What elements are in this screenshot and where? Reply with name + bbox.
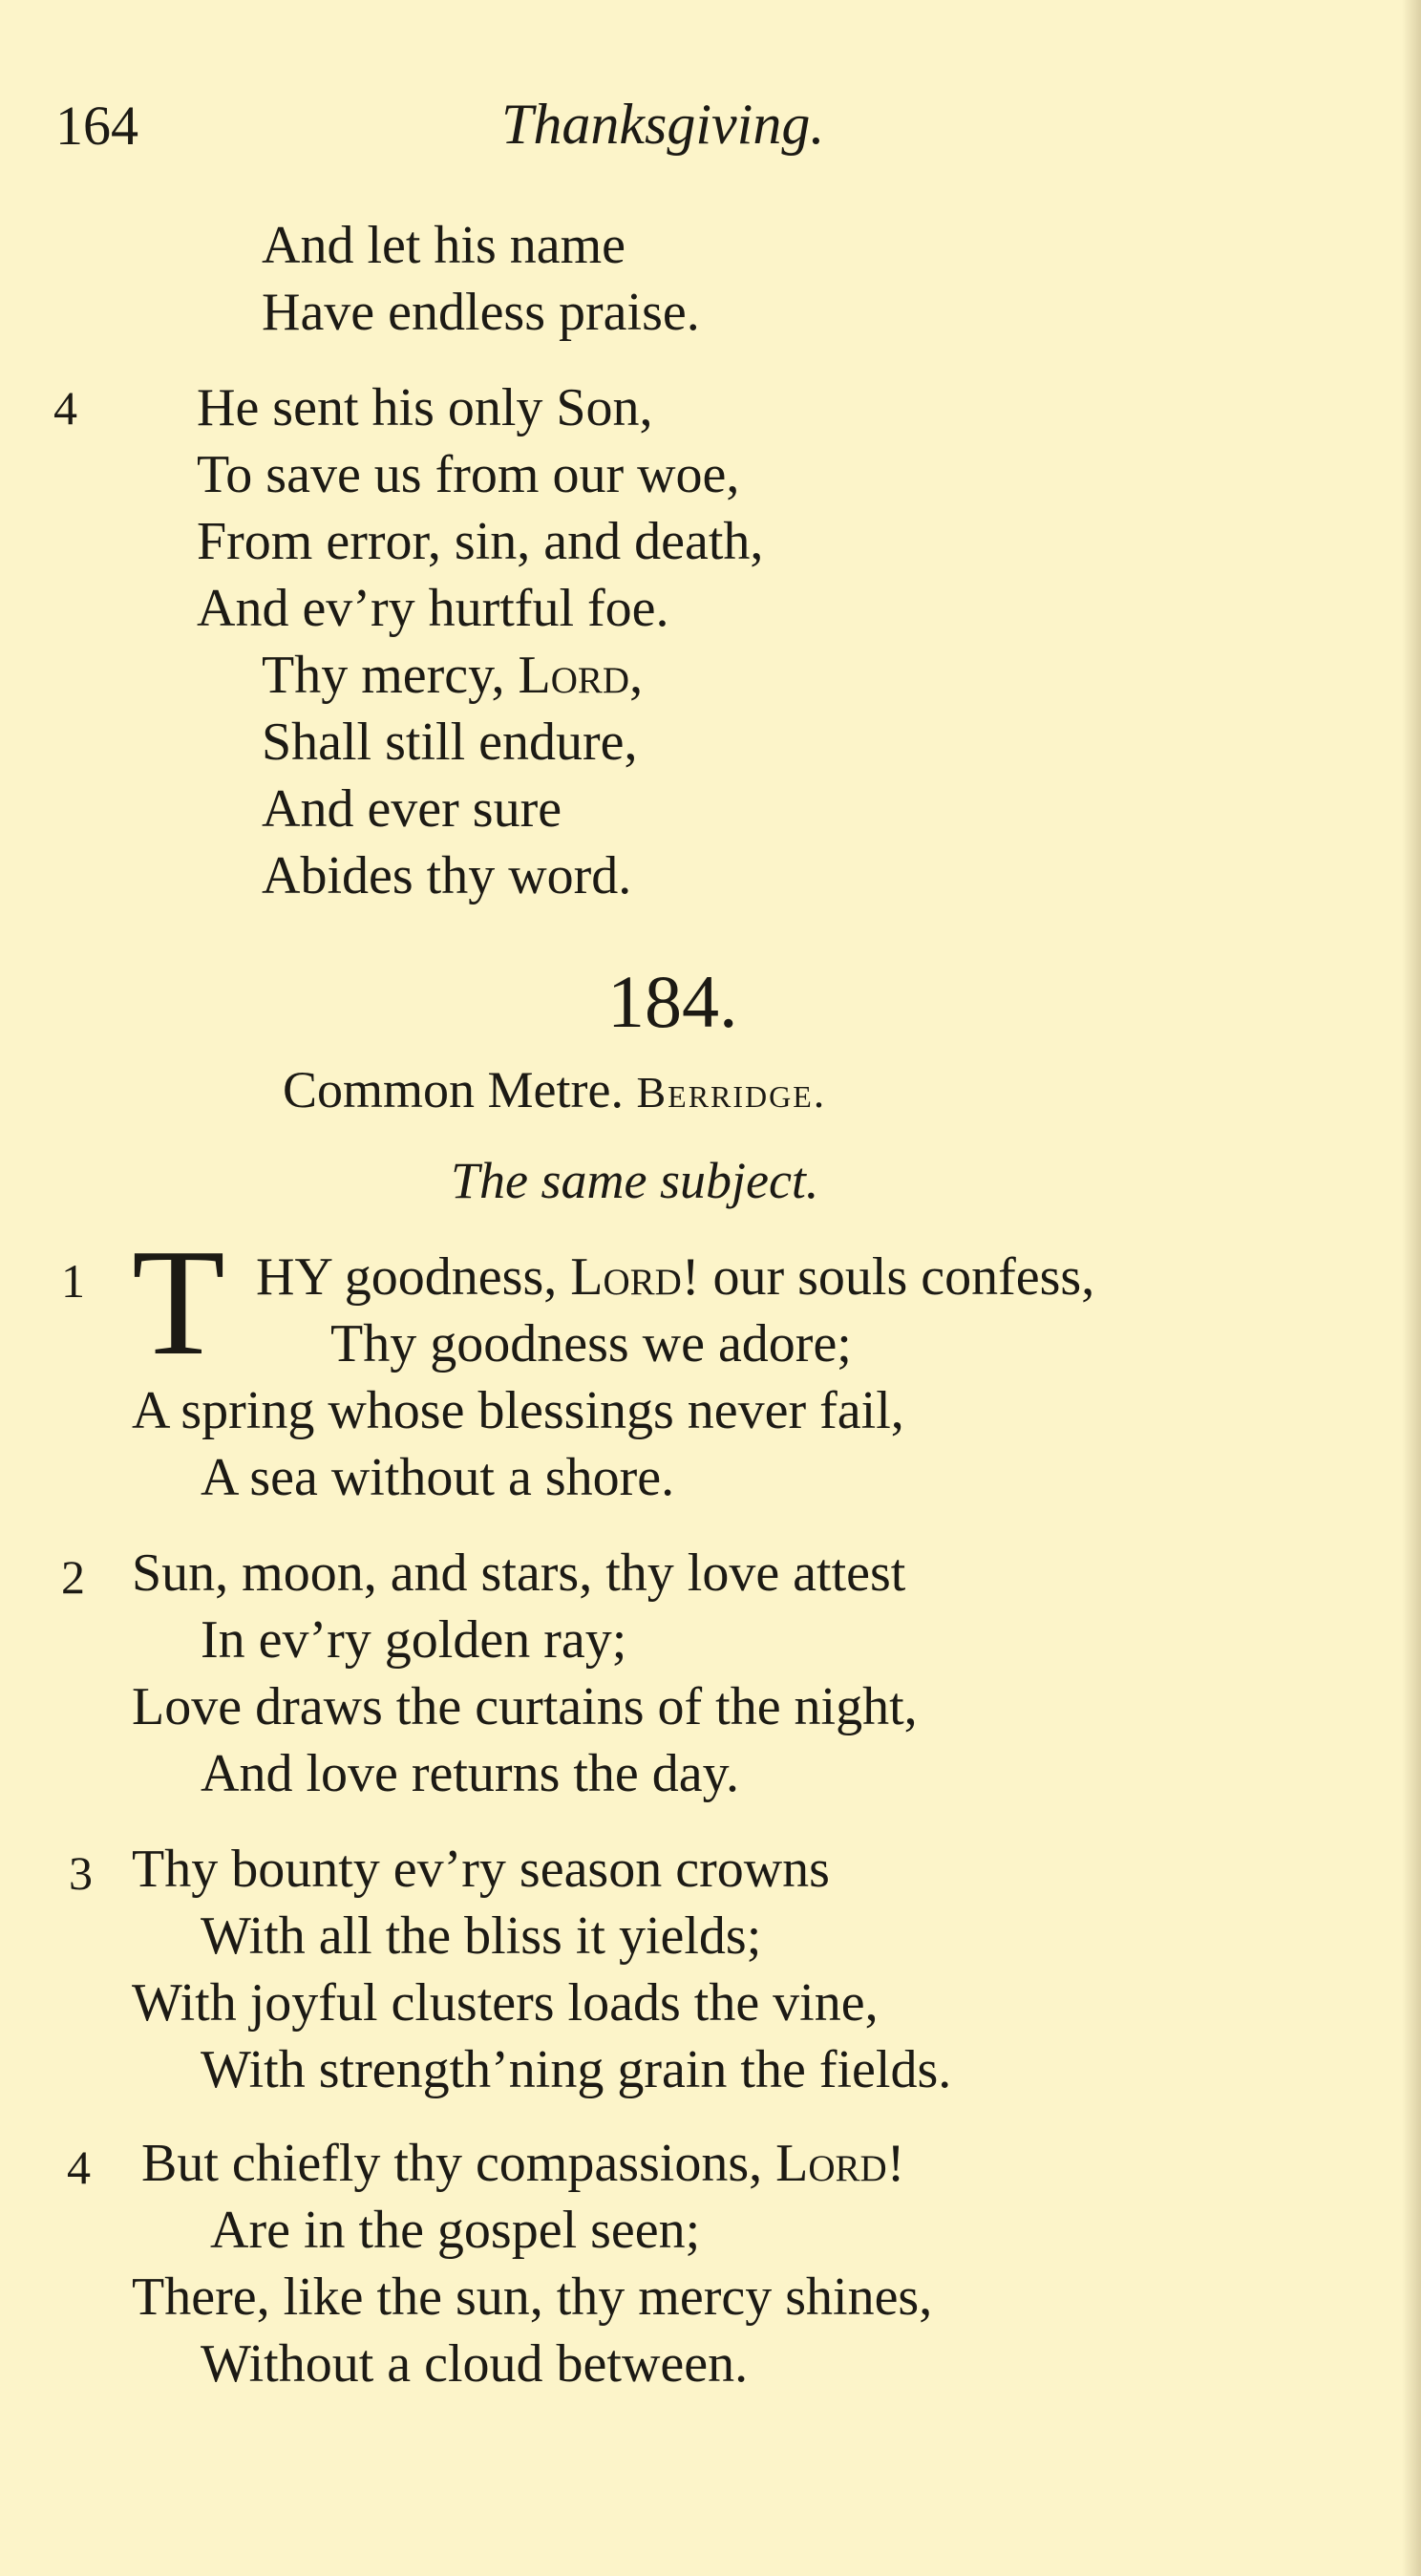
verse-line: Shall still endure, — [262, 713, 638, 772]
verse-line: Thy goodness we adore; — [330, 1314, 852, 1373]
lord-smallcaps: Lord — [570, 1247, 682, 1307]
verse-line: With all the bliss it yields; — [201, 1906, 762, 1966]
verse-line-text: HY goodness, — [256, 1247, 571, 1307]
verse-line-text: , — [629, 646, 644, 705]
verse-line: Thy bounty ev’ry season crowns — [132, 1840, 830, 1899]
verse-line: Are in the gospel seen; — [210, 2201, 701, 2260]
verse-line: And ever sure — [262, 779, 562, 839]
hymn-number: 184. — [607, 960, 738, 1043]
verse-line — [262, 642, 643, 709]
verse-number: 4 — [53, 381, 77, 435]
verse-line: In ev’ry golden ray; — [201, 1610, 627, 1670]
verse-line: A spring whose blessings never fail, — [132, 1381, 904, 1440]
verse-number: 1 — [61, 1254, 85, 1308]
verse-line-text: But chiefly thy compassions, — [141, 2134, 776, 2193]
page-edge-shadow — [1402, 0, 1421, 2576]
prev-hymn-continuation-line: And let his name — [262, 216, 626, 275]
hymn-composer: Berridge. — [636, 1068, 827, 1117]
verse-line-text: Thy mercy, — [262, 646, 519, 705]
verse-line: With joyful clusters loads the vine, — [132, 1973, 879, 2033]
verse-number: 2 — [61, 1550, 85, 1604]
hymn-meter-line — [283, 1060, 826, 1119]
verse-line: Sun, moon, and stars, thy love attest — [132, 1543, 906, 1603]
verse-line: Without a cloud between. — [201, 2334, 749, 2394]
verse-line: To save us from our woe, — [197, 445, 740, 504]
verse-line: With strength’ning grain the fields. — [201, 2040, 952, 2099]
verse-line-text: ! our souls confess, — [681, 1247, 1095, 1307]
page-number: 164 — [55, 95, 138, 157]
hymn-meter: Common Metre. — [283, 1061, 624, 1118]
verse-line: From error, sin, and death, — [197, 512, 764, 571]
verse-line: And love returns the day. — [201, 1744, 739, 1803]
verse-line-text: ! — [886, 2134, 905, 2193]
lord-smallcaps: Lord — [775, 2134, 887, 2193]
verse-line: A sea without a shore. — [201, 1448, 675, 1507]
drop-cap: T — [132, 1217, 225, 1387]
lord-smallcaps: Lord — [518, 646, 630, 705]
verse-line: There, like the sun, thy mercy shines, — [132, 2267, 933, 2327]
verse-number: 4 — [67, 2140, 91, 2194]
running-title: Thanksgiving. — [501, 93, 825, 156]
hymn-subject: The same subject. — [451, 1152, 819, 1209]
verse-line: Love draws the curtains of the night, — [132, 1677, 918, 1736]
verse-line: And ev’ry hurtful foe. — [197, 579, 669, 638]
verse-line: He sent his only Son, — [197, 378, 653, 437]
verse-number: 3 — [69, 1846, 93, 1900]
verse-line: Abides thy word. — [262, 846, 632, 905]
prev-hymn-continuation-line: Have endless praise. — [262, 283, 700, 342]
verse-line — [256, 1244, 1094, 1310]
verse-line — [141, 2130, 904, 2197]
